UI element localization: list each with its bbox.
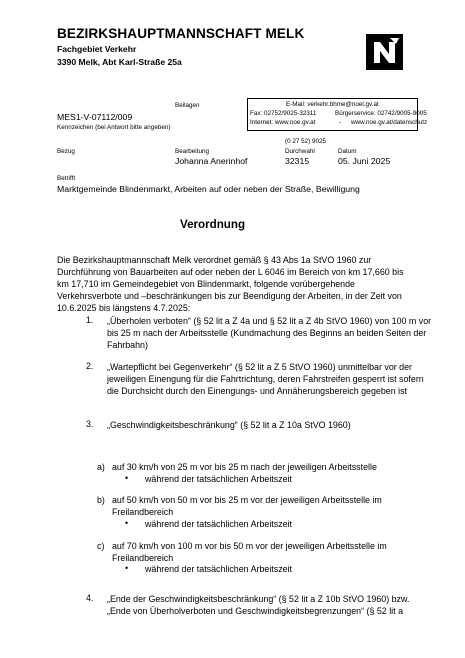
bearbeitung-label: Bearbeitung [175, 148, 209, 155]
betrifft-value: Marktgemeinde Blindenmarkt, Arbeiten auf oder neben der Straße, Bewilligung [57, 184, 360, 194]
list-item: „Wartepflicht bei Gegenverkehr“ (§ 52 lit a Z 5 StVO 1960) unmittelbar vor der jeweiligen Einengung für die Fahrtrichtung, deren Fahrstreifen gesperrt ist sofern die Durchsicht durch den Einengungs- und Annäherungsbereich gegeben ist [107, 362, 424, 397]
datum-value: 05. Juni 2025 [338, 156, 391, 166]
bullet-icon: • [125, 563, 129, 573]
authority-name: BEZIRKSHAUPTMANNSCHAFT MELK [57, 26, 305, 41]
subitem-text: auf 30 km/h von 25 m vor bis 25 m nach der jeweiligen Arbeitsstelle [112, 462, 377, 472]
bearbeitung-value: Johanna Anerinhof [175, 156, 248, 166]
contact-citizen-service: Bürgerservice: 02742/9005-9005 [335, 110, 427, 117]
contact-box [247, 98, 428, 131]
noe-logo-icon [366, 34, 403, 70]
contact-email: E-Mail: verkehr.bhme@noel.gv.at [286, 101, 379, 108]
list-item: „Überholen verboten“ (§ 52 lit a Z 4a und § 52 lit a Z 4b StVO 1960) von 100 m vor bis 25 m nach der Arbeitsstelle (Kundmachung des Beginns an beiden Seiten der Fahrbahn) [107, 316, 432, 351]
durchwahl-value: 32315 [285, 156, 310, 166]
subitem-bullet: während der tatsächlichen Arbeitszeit [145, 564, 293, 574]
item-number: 3. [86, 419, 94, 429]
item-number: 4. [86, 593, 94, 603]
reference-note: Kennzeichen (bei Antwort bitte angeben) [57, 124, 171, 131]
subitem-bullet: während der tatsächlichen Arbeitszeit [145, 519, 293, 529]
intro-paragraph: Die Bezirkshauptmannschaft Melk verordnet gemäß § 43 Abs 1a StVO 1960 zur Durchführung von Bauarbeiten auf oder neben der L 6046 im Bereich von km 17,660 bis km 17,710 im Gemeindegebiet von Blindenmarkt, folgende vorübergehende Verkehrsverbote und –beschränkungen bis zur Beendigung der Arbeiten, in der Zeit von 10.6.2025 bis längstens 4.7.2025: [57, 255, 404, 314]
list-item: „Ende der Geschwindigkeitsbeschränkung“ (§ 52 lit a Z 10b StVO 1960) bzw. „Ende von Überholverboten und Geschwindigkeitsbegrenzungen“ (§ 52 lit a [107, 594, 410, 617]
phone-prefix: (0 27 52) 9025 [285, 138, 326, 145]
bezug-label: Bezug [57, 148, 75, 155]
bullet-icon: • [125, 473, 129, 483]
durchwahl-label: Durchwahl [285, 148, 315, 155]
item-number: 2. [86, 361, 94, 371]
list-item: „Geschwindigkeitsbeschränkung“ (§ 52 lit a Z 10a StVO 1960) [107, 420, 351, 430]
subitem-bullet: während der tatsächlichen Arbeitszeit [145, 474, 293, 484]
datum-label: Datum [338, 148, 357, 155]
contact-dash: - [339, 119, 342, 126]
subitem-letter: c) [97, 541, 105, 551]
document-title: Verordnung [180, 218, 246, 231]
contact-fax: Fax: 02752/9025-32311 [250, 110, 317, 117]
betrifft-label: Betrifft [57, 175, 76, 182]
subitem-text: auf 70 km/h von 100 m vor bis 50 m vor der jeweiligen Arbeitsstelle im Freilandbereich [112, 541, 387, 564]
department-name: Fachgebiet Verkehr [57, 44, 137, 54]
contact-privacy: www.noe.gv.at/datenschutz [351, 119, 428, 126]
subitem-letter: b) [97, 495, 105, 505]
beilagen-label: Beilagen [175, 102, 200, 109]
item-number: 1. [86, 315, 94, 325]
reference-number: MES1-V-07112/009 [57, 112, 133, 122]
subitem-text: auf 50 km/h von 50 m vor bis 25 m vor der jeweiligen Arbeitsstelle im Freilandbereich [112, 495, 382, 518]
contact-internet: Internet: www.noe.gv.at [250, 119, 316, 126]
bullet-icon: • [125, 518, 129, 528]
subitem-letter: a) [97, 462, 105, 472]
authority-address: 3390 Melk, Abt Karl-Straße 25a [57, 57, 182, 67]
